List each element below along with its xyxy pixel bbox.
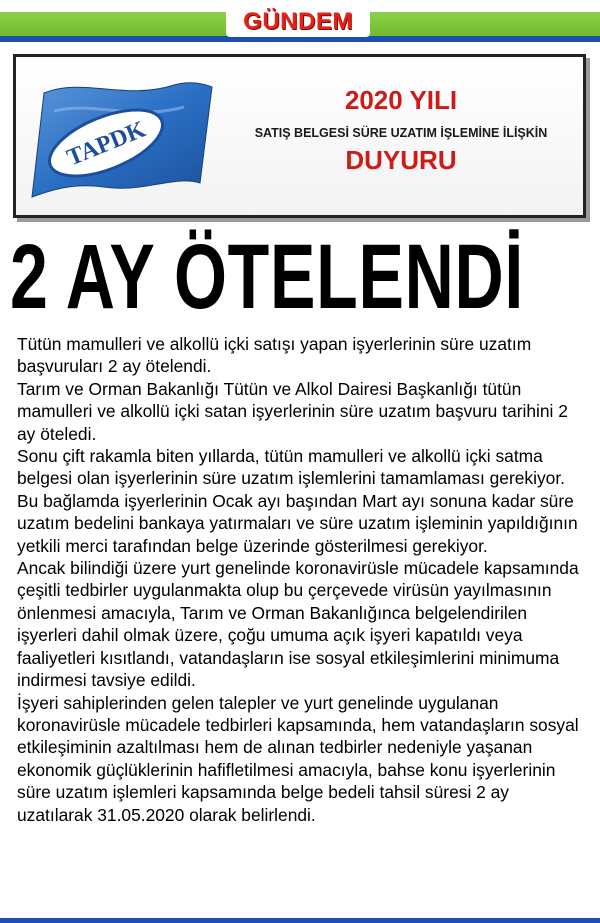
notice-subtitle: SATIŞ BELGESİ SÜRE UZATIM İŞLEMİNE İLİŞKİN xyxy=(254,126,548,140)
logo-text: TAPDK xyxy=(63,116,150,172)
article-paragraph: Ancak bilindiği üzere yurt genelinde koronavirüsle mücadele kapsamında çeşitli tedbirler uygulanmakta olup bu çerçevede virüsün yayılmasının önlenmesi amacıyla, Tarım ve Orman Bakanlığınca belgelendirilen işyerleri dahil olmak üzere, çoğu umuma açık işyeri kapatıldı veya faaliyetleri kısıtlandı, vatandaşların ise sosyal etkileşimlerini minimuma indirmesi tavsiye edildi. xyxy=(17,558,579,691)
notice-year-title: 2020 YILI xyxy=(344,85,458,115)
article-paragraph: Tütün mamulleri ve alkollü içki satışı yapan işyerlerinin süre uzatım başvuruları 2 ay ötelendi. xyxy=(17,334,532,377)
article-paragraph: Sonu çift rakamla biten yıllarda, tütün mamulleri ve alkollü içki satma belgesi olan işyerlerinin süre uzatım işlemlerini tamamlaması gerekiyor. Bu bağlamda işyerlerinin Ocak ayı başından Mart ayı sonuna kadar süre uzatım bedelini bankaya yatırmaları ve süre uzatım işleminin yapıldığının yetkili merci tarafından belge üzerinde gösterilmesi gerekiyor. xyxy=(17,446,578,556)
article-body xyxy=(17,333,587,826)
bottom-border xyxy=(0,918,600,923)
tapdk-logo xyxy=(24,71,220,201)
article-paragraph: İşyeri sahiplerinden gelen talepler ve yurt genelinde uygulanan koronavirüsle mücadele tedbirleri kapsamında, hem vatandaşların sosyal etkileşiminin azaltılması hem de alınan tedbirler nedeniyle yaşanan ekonomik güçlüklerinin hafifletilmesi amacıyla, bahse konu işyerlerinin süre uzatım işlemleri kapsamında belge bedeli tahsil süresi 2 ay uzatılarak 31.05.2020 olarak belirlendi. xyxy=(17,692,579,825)
announcement-box xyxy=(13,54,586,218)
section-header-band xyxy=(0,0,600,44)
headline: 2 AY ÖTELENDİ xyxy=(10,226,525,328)
section-label: GÜNDEM xyxy=(226,7,370,37)
article-paragraph: Tarım ve Orman Bakanlığı Tütün ve Alkol Dairesi Başkanlığı tütün mamulleri ve alkollü içki satan işyerlerinin süre uzatım başvuru tarihini 2 ay öteledi. xyxy=(17,378,568,444)
notice-announcement: DUYURU xyxy=(345,145,457,175)
